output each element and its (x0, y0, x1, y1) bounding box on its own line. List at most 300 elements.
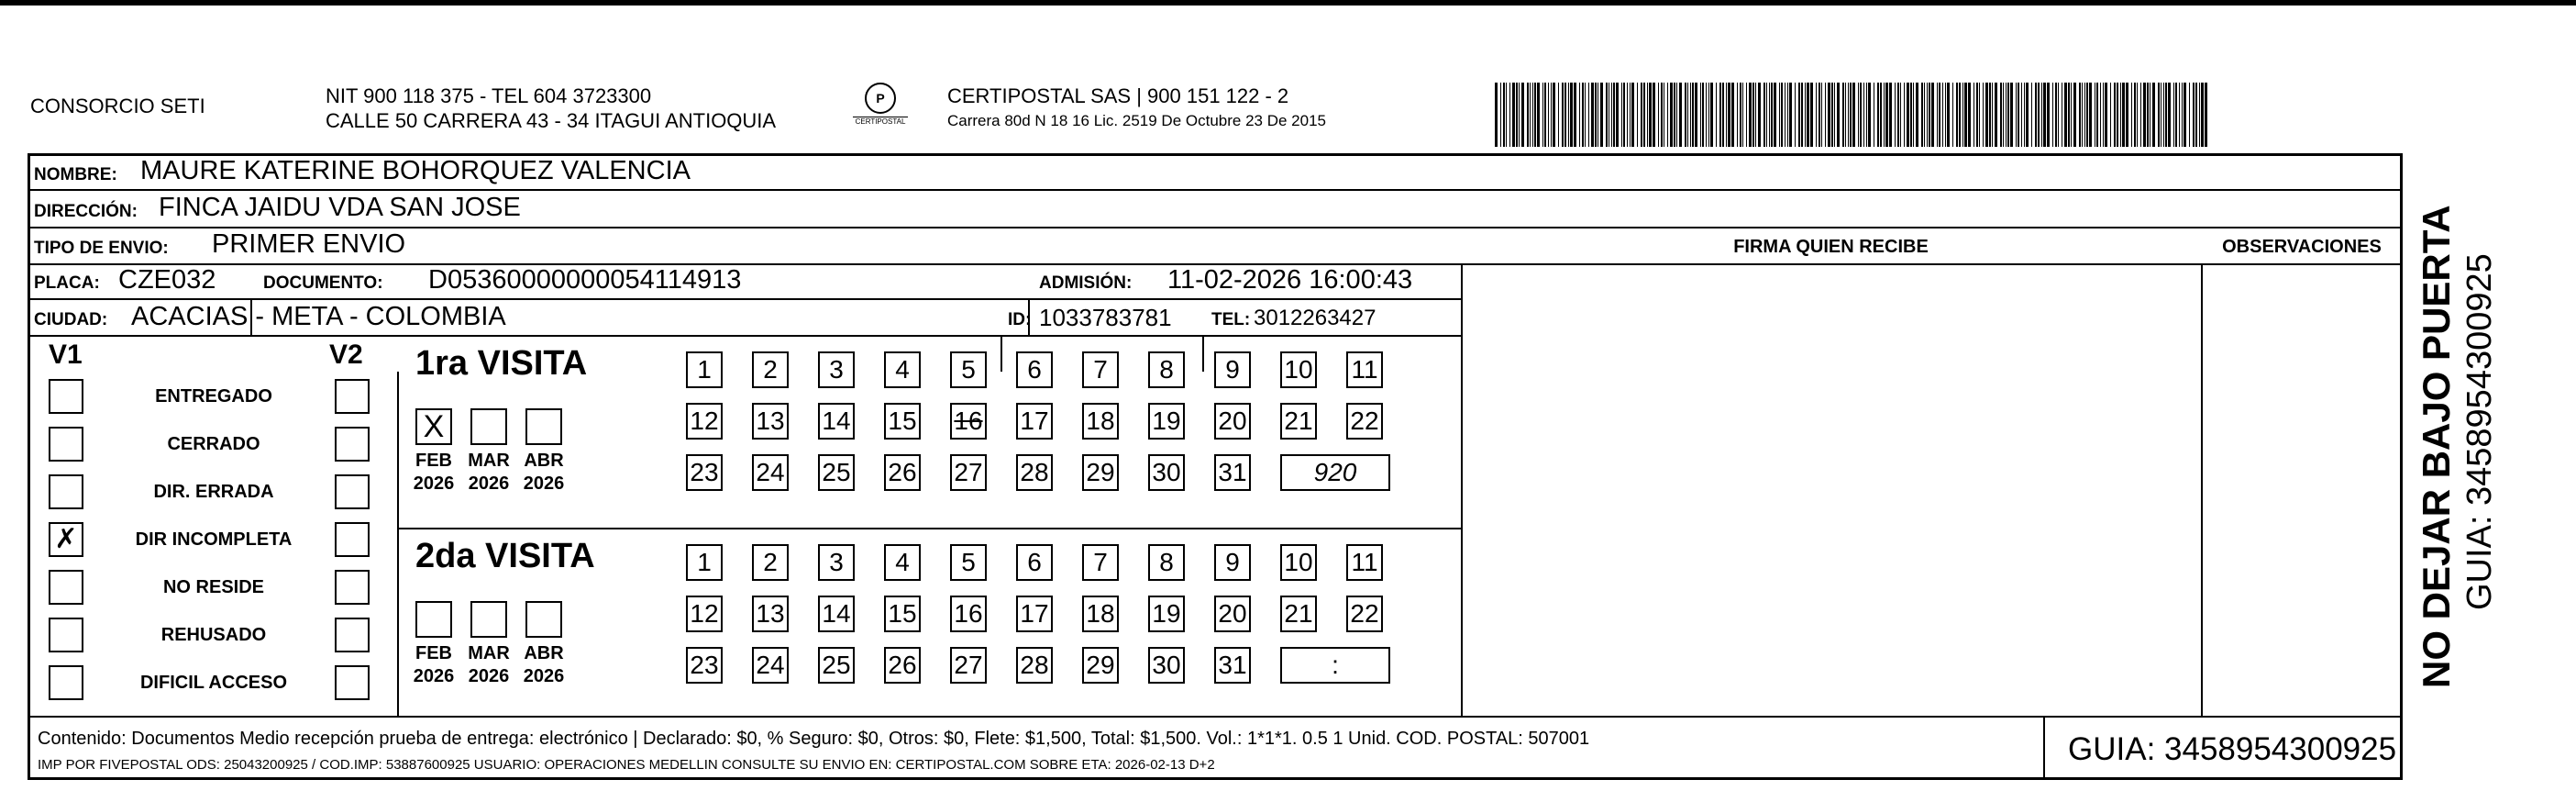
month-name: FEB (415, 451, 452, 471)
barcode-bar (1585, 83, 1586, 147)
day-box[interactable]: 1 (686, 351, 723, 388)
barcode-bar (2163, 83, 2164, 147)
id-label: ID: (1008, 310, 1032, 329)
day-box[interactable]: 26 (884, 647, 921, 684)
barcode-bar (2137, 83, 2138, 147)
barcode-bar (1582, 83, 1584, 147)
footer-divider (30, 716, 2403, 718)
side-guia: GUIA: 3458954300925 (2460, 253, 2499, 610)
barcode-bar (1695, 83, 1697, 147)
v2-checkbox[interactable] (335, 427, 370, 462)
day-box[interactable]: 3 (818, 351, 855, 388)
footer-content-line: Contenido: Documentos Medio recepción prueba de entrega: electrónico | Declarado: $0, % Seguro: $0, Otros: $0, Flete: $1,500, Total: $1,500. Vol.: 1*1*1. 0.5 1 Unid. COD. POSTAL: 507001 (38, 729, 1590, 749)
barcode-bar (1506, 83, 1507, 147)
barcode-bar (2105, 83, 2107, 147)
barcode-bar (1621, 83, 1622, 147)
barcode-bar (1749, 83, 1752, 147)
barcode-bar (1897, 83, 1899, 147)
barcode-bar (1495, 83, 1498, 147)
day-box[interactable]: 9 (1214, 351, 1251, 388)
v2-checkbox[interactable] (335, 665, 370, 700)
barcode-bar (2038, 83, 2040, 147)
day-box[interactable]: 12 (686, 596, 723, 632)
row-divider (30, 227, 2403, 228)
certipostal-logo (853, 83, 908, 147)
day-box[interactable]: 16 (950, 403, 987, 440)
day-box[interactable]: 23 (686, 647, 723, 684)
barcode-bar (1579, 83, 1580, 147)
barcode-bar (2189, 83, 2190, 147)
barcode-bar (1564, 83, 1566, 147)
barcode-bar (2134, 83, 2136, 147)
barcode-bar (1810, 83, 1813, 147)
barcode-bar (1631, 83, 1634, 147)
barcode-bar (2158, 83, 2160, 147)
day-box[interactable]: 29 (1082, 647, 1119, 684)
day-box[interactable]: 31 (1214, 454, 1251, 491)
day-box[interactable]: 28 (1016, 647, 1053, 684)
barcode-bar (1755, 83, 1756, 147)
barcode-bar (1728, 83, 1730, 147)
day-box[interactable]: 30 (1148, 647, 1185, 684)
side-notice: NO DEJAR BAJO PUERTA (2415, 205, 2458, 688)
firma-divider (1461, 263, 1463, 716)
barcode-bar (1837, 83, 1840, 147)
placa-label: PLACA: (34, 273, 100, 293)
reason-label: DIR. ERRADA (153, 482, 274, 502)
barcode-bar (1700, 83, 1701, 147)
documento-value: D05360000000054114913 (428, 265, 742, 295)
day-box[interactable]: 5 (950, 351, 987, 388)
barcode-bar (2110, 83, 2111, 147)
day-box[interactable]: 12 (686, 403, 723, 440)
barcode-bar (2147, 83, 2149, 147)
barcode-bar (1795, 83, 1796, 147)
barcode (1495, 83, 2219, 147)
top-border (0, 0, 2576, 6)
barcode-bar (2010, 83, 2013, 147)
barcode-bar (2003, 83, 2004, 147)
barcode-bar (1591, 83, 1594, 147)
barcode-bar (2089, 83, 2092, 147)
barcode-bar (1516, 83, 1518, 147)
barcode-bar (1860, 83, 1862, 147)
day-box[interactable]: 2 (752, 544, 789, 581)
day-box[interactable]: 13 (752, 403, 789, 440)
barcode-bar (1630, 83, 1631, 147)
barcode-bar (1779, 83, 1780, 147)
barcode-bar (2179, 83, 2180, 147)
v2-checkbox[interactable] (335, 379, 370, 414)
barcode-bar (1900, 83, 1901, 147)
barcode-bar (1945, 83, 1946, 147)
barcode-bar (1512, 83, 1515, 147)
visit-divider (397, 372, 399, 716)
barcode-bar (1831, 83, 1833, 147)
barcode-bar (1519, 83, 1520, 147)
month-checkbox[interactable] (525, 601, 562, 638)
ciudad-label: CIUDAD: (34, 310, 108, 329)
v2-checkbox[interactable] (335, 618, 370, 652)
day-box[interactable]: 25 (818, 647, 855, 684)
barcode-bar (1527, 83, 1529, 147)
v1-label: V1 (49, 340, 83, 370)
barcode-bar (2018, 83, 2019, 147)
barcode-bar (1801, 83, 1803, 147)
barcode-bar (1868, 83, 1871, 147)
tipo-envio-label: TIPO DE ENVIO: (34, 239, 169, 258)
barcode-bar (2126, 83, 2128, 147)
day-box[interactable]: 22 (1346, 596, 1383, 632)
reason-label: NO RESIDE (162, 577, 265, 597)
barcode-bar (1931, 83, 1934, 147)
barcode-bar (1921, 83, 1923, 147)
nombre-value: MAURE KATERINE BOHORQUEZ VALENCIA (140, 156, 691, 185)
v1-checkbox[interactable]: ✗ (49, 522, 83, 557)
barcode-bar (1530, 83, 1531, 147)
barcode-bar (1534, 83, 1536, 147)
day-box[interactable]: 21 (1280, 403, 1317, 440)
barcode-bar (1825, 83, 1826, 147)
barcode-bar (1708, 83, 1709, 147)
barcode-bar (1798, 83, 1800, 147)
barcode-bar (1907, 83, 1909, 147)
barcode-bar (2165, 83, 2167, 147)
documento-label: DOCUMENTO: (263, 273, 383, 293)
barcode-bar (2193, 83, 2195, 147)
v1-checkbox[interactable] (49, 665, 83, 700)
barcode-bar (1904, 83, 1905, 147)
day-box[interactable]: 28 (1016, 454, 1053, 491)
barcode-bar (1845, 83, 1846, 147)
day-box[interactable]: 24 (752, 647, 789, 684)
admision-value: 11-02-2026 16:00:43 (1167, 265, 1413, 295)
barcode-bar (1942, 83, 1943, 147)
nit-line: NIT 900 118 375 - TEL 604 3723300 (326, 84, 652, 107)
day-box[interactable]: 6 (1016, 544, 1053, 581)
v2-checkbox[interactable] (335, 522, 370, 557)
month-name: ABR (524, 451, 564, 471)
barcode-bar (1976, 83, 1978, 147)
barcode-bar (1789, 83, 1792, 147)
day-box[interactable]: 3 (818, 544, 855, 581)
barcode-bar (1503, 83, 1505, 147)
barcode-bar (1702, 83, 1704, 147)
shipping-label-frame (28, 153, 2403, 780)
barcode-bar (2052, 83, 2053, 147)
barcode-bar (1500, 83, 1501, 147)
day-box[interactable]: 31 (1214, 647, 1251, 684)
day-box[interactable]: 27 (950, 647, 987, 684)
day-box[interactable]: 9 (1214, 544, 1251, 581)
barcode-bar (1553, 83, 1555, 147)
barcode-bar (1676, 83, 1677, 147)
placa-value: CZE032 (118, 265, 216, 295)
barcode-bar (1983, 83, 1984, 147)
direccion-label: DIRECCIÓN: (34, 202, 138, 221)
v1-checkbox[interactable] (49, 427, 83, 462)
barcode-bar (1850, 83, 1852, 147)
barcode-bar (1819, 83, 1820, 147)
day-box[interactable]: 1 (686, 544, 723, 581)
barcode-bar (2122, 83, 2125, 147)
v1-checkbox[interactable] (49, 379, 83, 414)
day-box[interactable]: 19 (1148, 596, 1185, 632)
day-box[interactable]: 14 (818, 596, 855, 632)
barcode-bar (1742, 83, 1743, 147)
barcode-bar (2143, 83, 2146, 147)
barcode-bar (2043, 83, 2046, 147)
barcode-bar (1687, 83, 1688, 147)
barcode-bar (1740, 83, 1741, 147)
month-checkbox[interactable] (470, 601, 507, 638)
v1-checkbox[interactable] (49, 474, 83, 509)
day-box[interactable]: 25 (818, 454, 855, 491)
day-box[interactable]: 7 (1082, 544, 1119, 581)
barcode-bar (1924, 83, 1925, 147)
barcode-bar (1885, 83, 1888, 147)
barcode-bar (1731, 83, 1734, 147)
day-box[interactable]: 4 (884, 351, 921, 388)
barcode-bar (2103, 83, 2104, 147)
nombre-label: NOMBRE: (34, 165, 117, 184)
barcode-bar (1616, 83, 1619, 147)
barcode-bar (1769, 83, 1770, 147)
barcode-bar (2024, 83, 2025, 147)
day-box[interactable]: 21 (1280, 596, 1317, 632)
footer-print-line: IMP POR FIVEPOSTAL ODS: 25043200925 / COD.IMP: 53887600925 USUARIO: OPERACIONES MEDELLIN CONSULTE SU ENVIO EN: CERTIPOSTAL.COM SOBRE ETA: 2026-02-13 D+2 (38, 757, 1215, 773)
barcode-bar (1692, 83, 1694, 147)
day-box[interactable]: 24 (752, 454, 789, 491)
barcode-bar (1670, 83, 1673, 147)
day-box[interactable]: 29 (1082, 454, 1119, 491)
barcode-bar (1611, 83, 1612, 147)
barcode-bar (1706, 83, 1707, 147)
barcode-bar (1521, 83, 1524, 147)
obs-divider (2201, 263, 2203, 716)
license-line: Carrera 80d N 18 16 Lic. 2519 De Octubre 23 De 2015 (947, 112, 1326, 129)
v2-label: V2 (329, 340, 363, 370)
barcode-bar (1985, 83, 1988, 147)
barcode-bar (1548, 83, 1549, 147)
day-box[interactable]: 6 (1016, 351, 1053, 388)
day-box[interactable]: 10 (1280, 351, 1317, 388)
barcode-bar (1771, 83, 1773, 147)
day-box[interactable]: 23 (686, 454, 723, 491)
day-box[interactable]: 20 (1214, 596, 1251, 632)
day-box[interactable]: 8 (1148, 351, 1185, 388)
visit-row-divider (397, 528, 1461, 529)
barcode-bar (1595, 83, 1597, 147)
barcode-bar (2041, 83, 2042, 147)
barcode-bar (1558, 83, 1559, 147)
barcode-bar (1852, 83, 1855, 147)
barcode-bar (1623, 83, 1625, 147)
day-box[interactable]: 18 (1082, 403, 1119, 440)
barcode-bar (1568, 83, 1569, 147)
barcode-bar (2079, 83, 2081, 147)
v2-checkbox[interactable] (335, 570, 370, 605)
barcode-bar (1858, 83, 1859, 147)
barcode-bar (1910, 83, 1912, 147)
footer-guia: GUIA: 3458954300925 (2068, 731, 2397, 767)
month-checkbox[interactable] (470, 408, 507, 445)
second-visit-title: 2da VISITA (415, 537, 595, 575)
barcode-bar (1947, 83, 1950, 147)
row-divider (30, 298, 1461, 300)
logo-icon: P (865, 83, 896, 114)
firma-header: FIRMA QUIEN RECIBE (1733, 237, 1929, 257)
v1-checkbox[interactable] (49, 618, 83, 652)
barcode-bar (2173, 83, 2174, 147)
barcode-bar (1637, 83, 1638, 147)
barcode-bar (1956, 83, 1958, 147)
day-box[interactable]: 15 (884, 596, 921, 632)
logo-text: CERTIPOSTAL (853, 117, 908, 126)
barcode-bar (1952, 83, 1953, 147)
day-box[interactable]: 15 (884, 403, 921, 440)
day-box[interactable]: 16 (950, 596, 987, 632)
barcode-bar (1968, 83, 1971, 147)
month-checkbox[interactable] (415, 601, 452, 638)
day-box[interactable]: 18 (1082, 596, 1119, 632)
barcode-bar (1627, 83, 1628, 147)
barcode-bar (1532, 83, 1533, 147)
day-box[interactable]: 17 (1016, 596, 1053, 632)
ciudad-value: ACACIAS - META - COLOMBIA (131, 302, 506, 331)
barcode-bar (1647, 83, 1648, 147)
month-label (406, 450, 461, 496)
month-year: 2026 (523, 473, 565, 494)
barcode-bar (1758, 83, 1761, 147)
day-box[interactable]: 2 (752, 351, 789, 388)
day-box[interactable]: 30 (1148, 454, 1185, 491)
barcode-bar (1667, 83, 1668, 147)
day-box[interactable]: 11 (1346, 351, 1383, 388)
barcode-bar (1774, 83, 1776, 147)
admision-label: ADMISIÓN: (1039, 273, 1133, 293)
time-box[interactable]: 920 (1280, 454, 1390, 491)
day-box[interactable]: 14 (818, 403, 855, 440)
reason-label: DIFICIL ACCESO (139, 673, 287, 693)
id-value: 1033783781 (1039, 304, 1172, 331)
barcode-bar (1542, 83, 1543, 147)
month-name: MAR (468, 451, 510, 471)
barcode-bar (2026, 83, 2029, 147)
barcode-bar (1763, 83, 1765, 147)
day-box[interactable]: 10 (1280, 544, 1317, 581)
company-name: CONSORCIO SETI (30, 95, 205, 117)
barcode-bar (2114, 83, 2116, 147)
barcode-bar (2201, 83, 2204, 147)
month-name: FEB (415, 643, 452, 663)
barcode-bar (1866, 83, 1867, 147)
barcode-bar (1927, 83, 1928, 147)
month-checkbox[interactable] (525, 408, 562, 445)
barcode-bar (1821, 83, 1822, 147)
month-label (461, 642, 516, 688)
reason-label: ENTREGADO (155, 386, 272, 407)
v2-checkbox[interactable] (335, 474, 370, 509)
day-box[interactable]: 5 (950, 544, 987, 581)
barcode-bar (1641, 83, 1642, 147)
barcode-bar (1973, 83, 1974, 147)
barcode-bar (1834, 83, 1835, 147)
barcode-bar (1863, 83, 1864, 147)
barcode-bar (1877, 83, 1879, 147)
v1-checkbox[interactable] (49, 570, 83, 605)
tipo-envio-value: PRIMER ENVIO (212, 229, 406, 259)
day-box[interactable]: 20 (1214, 403, 1251, 440)
month-label (516, 642, 571, 688)
barcode-bar (1962, 83, 1963, 147)
barcode-bar (1710, 83, 1713, 147)
day-box[interactable]: 13 (752, 596, 789, 632)
barcode-bar (1895, 83, 1896, 147)
barcode-bar (2006, 83, 2007, 147)
row-divider (30, 189, 2403, 191)
barcode-bar (1551, 83, 1552, 147)
barcode-bar (1781, 83, 1783, 147)
day-box[interactable]: 26 (884, 454, 921, 491)
barcode-bar (1880, 83, 1882, 147)
cell-divider (1001, 335, 1002, 372)
barcode-bar (2140, 83, 2141, 147)
barcode-bar (2175, 83, 2177, 147)
barcode-bar (2071, 83, 2072, 147)
month-label (516, 450, 571, 496)
barcode-bar (1613, 83, 1615, 147)
barcode-bar (1746, 83, 1747, 147)
barcode-bar (2000, 83, 2002, 147)
month-checkbox[interactable]: X (415, 408, 452, 445)
day-box[interactable]: 19 (1148, 403, 1185, 440)
barcode-bar (1737, 83, 1738, 147)
day-box[interactable]: 27 (950, 454, 987, 491)
day-box[interactable]: 17 (1016, 403, 1053, 440)
day-box[interactable]: 22 (1346, 403, 1383, 440)
month-label (461, 450, 516, 496)
barcode-bar (2035, 83, 2037, 147)
barcode-bar (1959, 83, 1961, 147)
footer-guia-divider (2043, 716, 2045, 780)
barcode-bar (2182, 83, 2183, 147)
time-box[interactable]: : (1280, 647, 1390, 684)
day-box[interactable]: 8 (1148, 544, 1185, 581)
barcode-bar (1937, 83, 1938, 147)
tel-value: 3012263427 (1254, 306, 1376, 330)
day-box[interactable]: 11 (1346, 544, 1383, 581)
day-box[interactable]: 4 (884, 544, 921, 581)
barcode-bar (2021, 83, 2022, 147)
barcode-bar (1653, 83, 1655, 147)
certipostal-line: CERTIPOSTAL SAS | 900 151 122 - 2 (947, 84, 1289, 107)
month-year: 2026 (468, 473, 510, 494)
reason-label: DIR INCOMPLETA (135, 529, 293, 550)
barcode-bar (1752, 83, 1754, 147)
barcode-bar (1889, 83, 1892, 147)
barcode-bar (2168, 83, 2171, 147)
barcode-bar (2084, 83, 2085, 147)
barcode-bar (1679, 83, 1682, 147)
barcode-bar (2082, 83, 2083, 147)
barcode-bar (1916, 83, 1918, 147)
cell-divider (1202, 335, 1204, 372)
barcode-bar (1574, 83, 1576, 147)
day-box[interactable]: 7 (1082, 351, 1119, 388)
barcode-bar (2120, 83, 2121, 147)
barcode-bar (1658, 83, 1659, 147)
